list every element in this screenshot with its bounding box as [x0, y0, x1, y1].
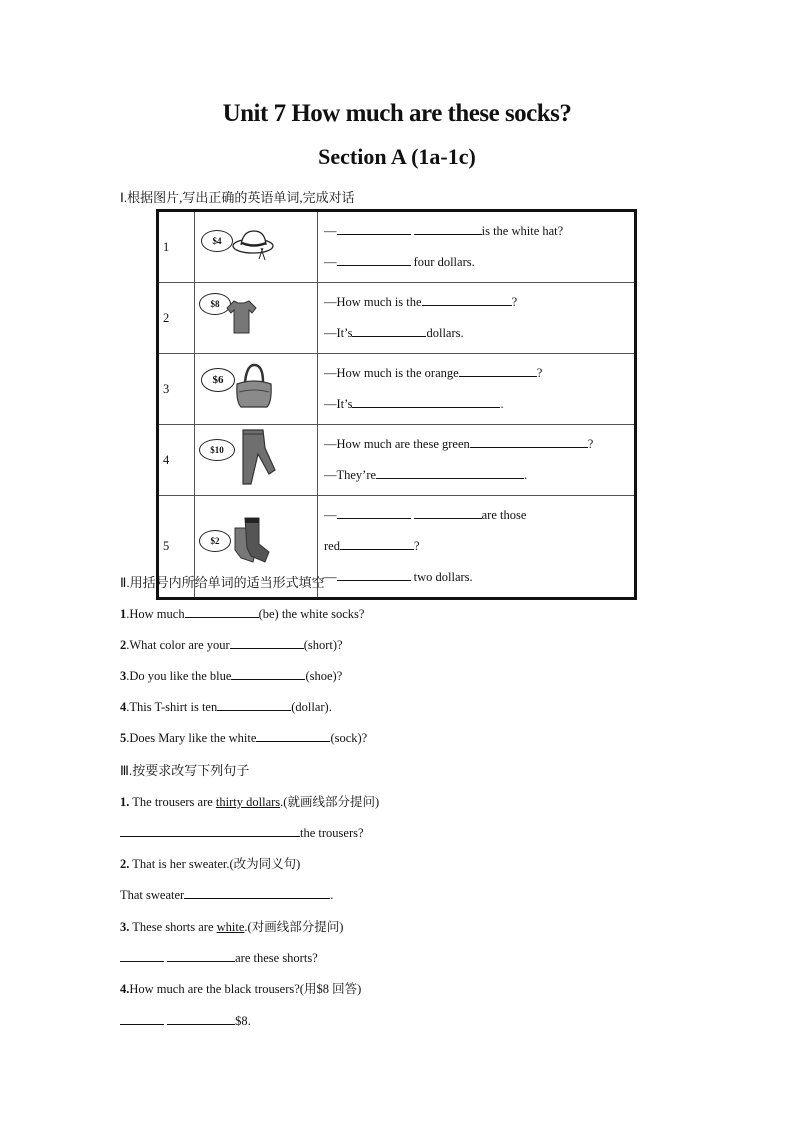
item-text: .Do you like the blue: [126, 669, 232, 683]
list-item: [120, 604, 364, 622]
answer-blank[interactable]: [352, 394, 500, 408]
dialogue-text: is the white hat?: [481, 224, 564, 238]
item-number: 2: [120, 638, 127, 652]
item-number: 3.: [120, 920, 130, 934]
answer-blank[interactable]: [230, 635, 304, 649]
underlined-phrase: white: [216, 920, 245, 934]
item-text: (shoe)?: [305, 669, 343, 683]
item-number: 5: [120, 731, 127, 745]
dialogue-text: are those: [481, 508, 527, 522]
item-number: 4: [120, 700, 127, 714]
answer-4: [120, 1011, 251, 1029]
question-4: [120, 979, 361, 997]
dialogue-text: .: [500, 397, 504, 411]
trousers-icon: [235, 428, 281, 486]
list-item: [120, 728, 367, 746]
item-text: are these shorts?: [235, 951, 318, 965]
dialogue-text: —How much are these green: [324, 437, 470, 451]
dialogue-text: —: [324, 255, 337, 269]
question-1: [120, 792, 379, 810]
dialogue-text: ?: [536, 366, 543, 380]
item-text: That sweater: [120, 888, 185, 902]
question-2: [120, 854, 300, 872]
part2-heading: Ⅱ.用括号内所给单词的适当形式填空: [120, 575, 325, 590]
picture-cell: [195, 425, 318, 496]
picture-cell: [195, 283, 318, 354]
answer-blank[interactable]: [459, 363, 537, 377]
answer-2: [120, 885, 333, 903]
item-text: The trousers are: [129, 795, 216, 809]
answer-blank[interactable]: [340, 536, 414, 550]
dialogue-text: ?: [413, 539, 420, 553]
answer-blank[interactable]: [376, 465, 524, 479]
list-item: [120, 635, 343, 653]
t-shirt-icon: [225, 299, 257, 335]
dialogue-text: —: [324, 570, 337, 584]
answer-blank[interactable]: [167, 948, 235, 962]
price-bubble: $8: [199, 293, 231, 315]
item-text: (sock)?: [330, 731, 368, 745]
item-text: .What color are your: [126, 638, 230, 652]
dialogue-cell: [318, 283, 636, 354]
dialogue-text: —It’s: [324, 326, 353, 340]
bag-icon: [233, 362, 275, 410]
item-text: the trousers?: [300, 826, 364, 840]
item-text: $8.: [235, 1014, 251, 1028]
dialogue-text: —: [324, 224, 337, 238]
picture-cell: [195, 211, 318, 283]
item-number: 4.: [120, 982, 130, 996]
table-row: [158, 354, 636, 425]
item-number: 2.: [120, 857, 130, 871]
dialogue-cell: [318, 496, 636, 599]
price-bubble: $6: [201, 368, 235, 392]
page-subtitle: Section A (1a-1c): [318, 144, 476, 169]
page-title: Unit 7 How much are these socks?: [222, 100, 572, 127]
dialogue-text: two dollars.: [413, 570, 473, 584]
answer-blank[interactable]: [337, 221, 411, 235]
answer-blank[interactable]: [217, 697, 291, 711]
question-3: [120, 917, 343, 935]
dialogue-text: ?: [511, 295, 518, 309]
answer-blank[interactable]: [120, 948, 164, 962]
dialogue-text: —It’s: [324, 397, 353, 411]
table-row: [158, 211, 636, 283]
item-number: 1: [120, 607, 127, 621]
answer-blank[interactable]: [231, 666, 305, 680]
dialogue-cell: [318, 425, 636, 496]
price-bubble: $10: [199, 439, 235, 461]
item-text: .How much: [126, 607, 185, 621]
item-text: These shorts are: [129, 920, 217, 934]
item-number: 1.: [120, 795, 130, 809]
answer-blank[interactable]: [256, 728, 330, 742]
answer-blank[interactable]: [120, 823, 300, 837]
item-text: .(就画线部分提问): [280, 795, 380, 809]
dialogue-text: —: [324, 508, 337, 522]
answer-blank[interactable]: [352, 323, 426, 337]
dialogue-text: —How much is the orange: [324, 366, 459, 380]
underlined-phrase: thirty dollars: [215, 795, 281, 809]
item-text: .(对画线部分提问): [244, 920, 344, 934]
table-row: [158, 283, 636, 354]
row-number: 2: [158, 283, 195, 354]
answer-blank[interactable]: [167, 1011, 235, 1025]
list-item: [120, 697, 332, 715]
item-text: (short)?: [303, 638, 343, 652]
item-text: (be) the white socks?: [258, 607, 365, 621]
answer-blank[interactable]: [337, 505, 411, 519]
socks-icon: [231, 514, 279, 568]
item-text: .This T-shirt is ten: [126, 700, 218, 714]
answer-blank[interactable]: [337, 567, 411, 581]
answer-1: [120, 823, 364, 841]
price-bubble: $4: [201, 230, 233, 252]
exercise-table: [156, 209, 637, 600]
dialogue-cell: [318, 211, 636, 283]
dialogue-text: —They’re: [324, 468, 377, 482]
row-number: 5: [158, 496, 195, 599]
answer-blank[interactable]: [120, 1011, 164, 1025]
item-number: 3: [120, 669, 127, 683]
dialogue-text: dollars.: [426, 326, 464, 340]
row-number: 3: [158, 354, 195, 425]
hat-icon: [231, 226, 277, 262]
answer-blank[interactable]: [422, 292, 512, 306]
item-text: How much are the black trousers?(用$8 回答): [129, 982, 362, 996]
row-number: 4: [158, 425, 195, 496]
item-text: (dollar).: [291, 700, 332, 714]
table-row: [158, 425, 636, 496]
answer-blank[interactable]: [414, 221, 482, 235]
price-bubble: $2: [199, 530, 231, 552]
list-item: [120, 666, 342, 684]
answer-blank[interactable]: [414, 505, 482, 519]
answer-blank[interactable]: [185, 604, 259, 618]
item-text: .Does Mary like the white: [126, 731, 257, 745]
dialogue-text: —How much is the: [324, 295, 422, 309]
item-text: That is her sweater.(改为同义句): [129, 857, 301, 871]
dialogue-text: red: [324, 539, 340, 553]
answer-blank[interactable]: [184, 885, 330, 899]
dialogue-text: .: [524, 468, 528, 482]
answer-blank[interactable]: [470, 434, 588, 448]
dialogue-text: ?: [587, 437, 594, 451]
dialogue-cell: [318, 354, 636, 425]
picture-cell: [195, 354, 318, 425]
part3-heading: Ⅲ.按要求改写下列句子: [120, 763, 250, 778]
answer-3: [120, 948, 318, 966]
row-number: 1: [158, 211, 195, 283]
part1-heading: Ⅰ.根据图片,写出正确的英语单词,完成对话: [120, 190, 355, 205]
dialogue-text: four dollars.: [413, 255, 475, 269]
answer-blank[interactable]: [337, 252, 411, 266]
item-text: .: [330, 888, 334, 902]
